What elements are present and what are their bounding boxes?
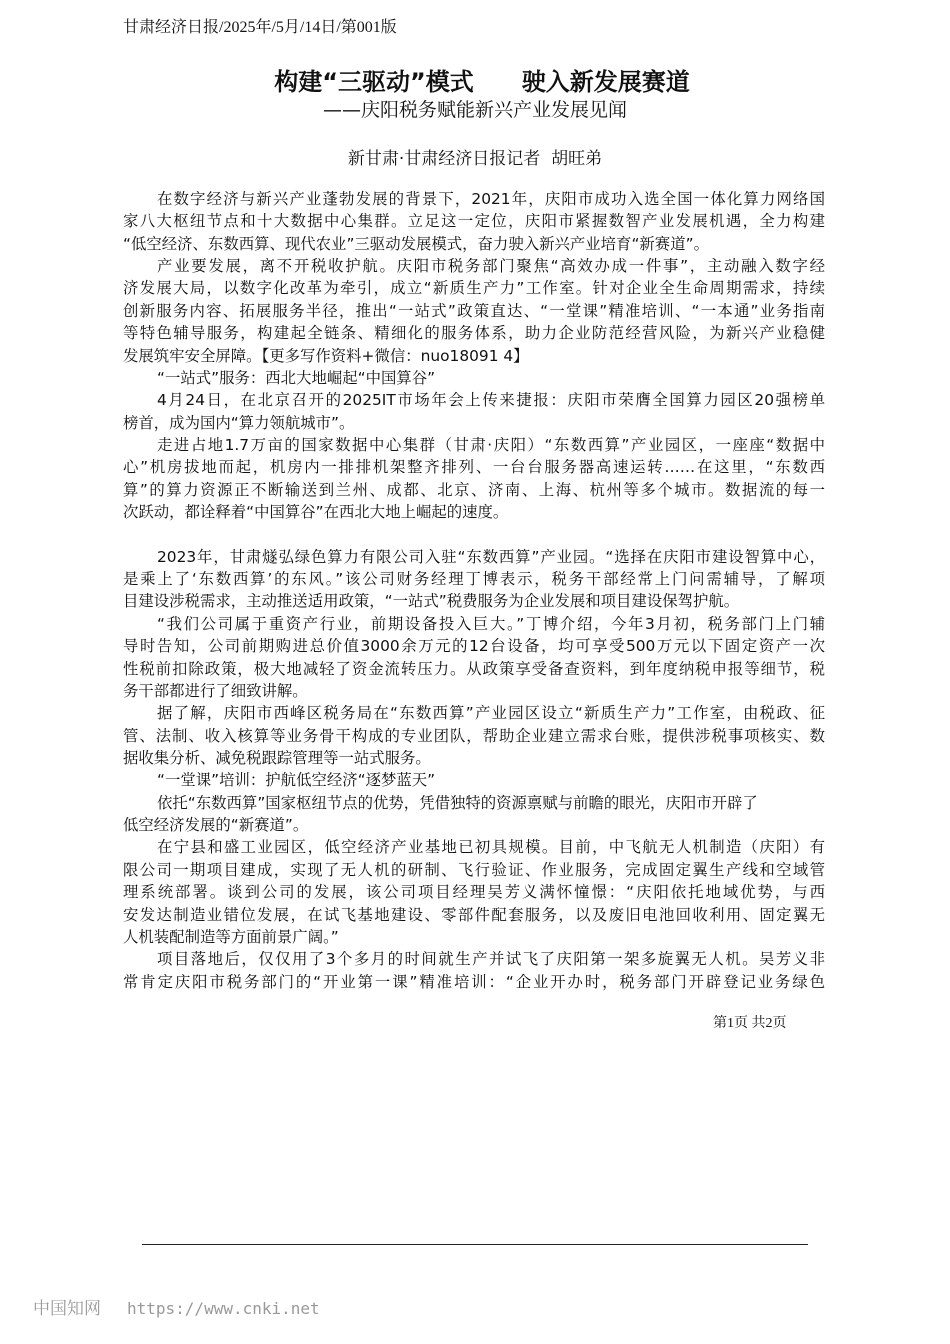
- text-line: 据了解，庆阳市西峰区税务局在“东数西算”产业园区设立“新质生产力”工作室，由税政、征: [157, 704, 825, 723]
- text-line: 是乘上了‘东数西算’的东风。”该公司财务经理丁博表示，税务干部经常上门问需辅导，了解项: [123, 570, 825, 589]
- text-line: 据收集分析、减免税跟踪管理等一站式服务。: [123, 748, 431, 767]
- text-line: 依托“东数西算”国家枢纽节点的优势，凭借独特的资源禀赋与前瞻的眼光，庆阳市开辟了: [157, 793, 758, 812]
- publication-header: 甘肃经济日报/2025年/5月/14日/第001版: [123, 19, 397, 36]
- text-line: 目建设涉税需求，主动推送适用政策，“一站式”税费服务为企业发展和项目建设保驾护航。: [123, 592, 740, 611]
- text-line: 产业要发展，离不开税收护航。庆阳市税务部门聚焦“高效办成一件事”，主动融入数字经: [157, 257, 825, 276]
- text-line: 算”的算力资源正不断输送到兰州、成都、北京、济南、上海、杭州等多个城市。数据流的每一: [123, 480, 825, 499]
- text-line: “我们公司属于重资产行业，前期设备投入巨大。”丁博介绍，今年3月初，税务部门上门辅: [157, 614, 825, 633]
- text-line: 管、法制、收入核算等业务骨干构成的专业团队，帮助企业建立需求台账，提供涉税事项核实、数: [123, 726, 825, 745]
- article-title: 构建“三驱动”模式 驶入新发展赛道: [274, 68, 690, 96]
- text-line: 发展筑牢安全屏障。【更多写作资料+微信：nuo18091 4】: [123, 346, 529, 365]
- footer-url[interactable]: https://www.cnki.net: [127, 1299, 320, 1318]
- text-line: 家八大枢纽节点和十大数据中心集群。立足这一定位，庆阳市紧握数智产业发展机遇，全力构建: [123, 212, 825, 231]
- article-subtitle: ——庆阳税务赋能新兴产业发展见闻: [322, 99, 627, 121]
- text-line: 务干部都进行了细致讲解。: [123, 681, 308, 700]
- page-number: 第1页 共2页: [713, 1016, 787, 1031]
- text-line: 性税前扣除政策，极大地减轻了资金流转压力。从政策享受备查资料，到年度纳税申报等细节，税: [123, 659, 825, 678]
- footer-divider: [142, 1244, 808, 1245]
- text-line: 等特色辅导服务，构建起全链条、精细化的服务体系，助力企业防范经营风险，为新兴产业稳健: [123, 324, 825, 343]
- article-author: 新甘肃·甘肃经济日报记者 胡旺弟: [347, 149, 603, 169]
- text-line: 次跃动，都诠释着“中国算谷”在西北大地上崛起的速度。: [123, 503, 509, 522]
- text-line: “低空经济、东数西算、现代农业”三驱动发展模式，奋力驶入新兴产业培育“新赛道”。: [123, 234, 709, 253]
- text-line: 2023年，甘肃燧弘绿色算力有限公司入驻“东数西算”产业园。“选择在庆阳市建设智算中心，: [157, 547, 825, 566]
- text-line: 济发展大局，以数字化改革为牵引，成立“新质生产力”工作室。针对企业全生命周期需求，持续: [123, 279, 825, 298]
- text-line: 导时告知，公司前期购进总价值3000余万元的12台设备，均可享受500万元以下固定资产一次: [123, 637, 825, 656]
- text-line: [123, 523, 825, 545]
- text-line: 榜首，成为国内“算力领航城市”。: [123, 413, 355, 432]
- footer-brand: 中国知网: [33, 1299, 101, 1319]
- text-line: 创新服务内容、拓展服务半径，推出“一站式”政策直达、“一堂课”精准培训、“一本通”业务指南: [123, 301, 825, 320]
- text-line: 心”机房拔地而起，机房内一排排机架整齐排列、一台台服务器高速运转……在这里，“东数西: [123, 458, 825, 477]
- text-line: “一堂课”培训：护航低空经济“逐梦蓝天”: [157, 771, 436, 790]
- text-line: 低空经济发展的“新赛道”。: [123, 816, 309, 835]
- text-line: 限公司一期项目建成，实现了无人机的研制、飞行验证、作业服务，完成固定翼生产线和空域管: [123, 860, 825, 879]
- text-line: 常肯定庆阳市税务部门的“开业第一课”精准培训：“企业开办时，税务部门开辟登记业务绿色: [123, 972, 825, 991]
- text-line: 项目落地后，仅仅用了3个多月的时间就生产并试飞了庆阳第一架多旋翼无人机。吴芳义非: [157, 950, 825, 969]
- text-line: 在宁县和盛工业园区，低空经济产业基地已初具规模。目前，中飞航无人机制造（庆阳）有: [157, 838, 825, 857]
- article-body: [123, 188, 825, 993]
- text-line: 安发达制造业错位发展，在试飞基地建设、零部件配套服务，以及废旧电池回收利用、固定翼无: [123, 905, 825, 924]
- footer: [33, 1294, 320, 1319]
- text-line: 人机装配制造等方面前景广阔。”: [123, 927, 339, 946]
- text-line: “一站式”服务：西北大地崛起“中国算谷”: [157, 368, 436, 387]
- text-line: 在数字经济与新兴产业蓬勃发展的背景下，2021年，庆阳市成功入选全国一体化算力网络国: [157, 190, 825, 208]
- text-line: 走进占地1.7万亩的国家数据中心集群（甘肃·庆阳）“东数西算”产业园区，一座座“数据中: [157, 435, 825, 454]
- text-line: 理系统部署。谈到公司的发展，该公司项目经理吴芳义满怀憧憬：“庆阳依托地域优势，与西: [123, 883, 825, 902]
- text-line: 4月24日，在北京召开的2025IT市场年会上传来捷报：庆阳市荣膺全国算力园区20强榜单: [157, 391, 825, 410]
